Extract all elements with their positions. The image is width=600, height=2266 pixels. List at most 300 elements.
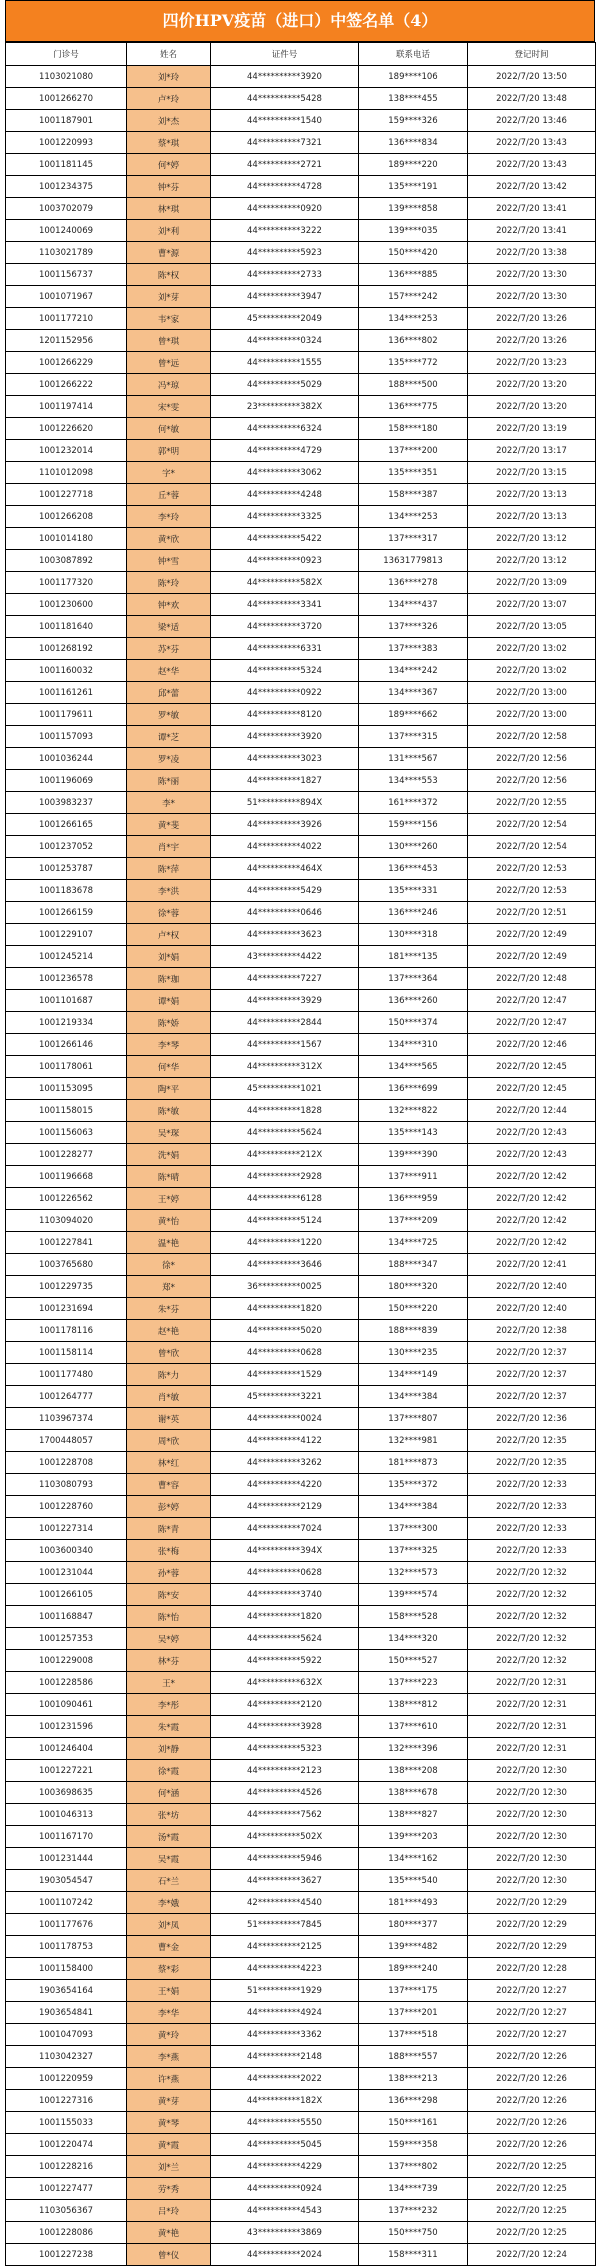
cell-name: 王*娟 [127, 1980, 211, 2002]
cell-phone: 139****390 [359, 1144, 468, 1166]
cell-clinic-id: 1001266208 [6, 506, 127, 528]
cell-phone: 138****208 [359, 1760, 468, 1782]
cell-clinic-id: 1001156737 [6, 264, 127, 286]
cell-phone: 188****839 [359, 1320, 468, 1342]
cell-id-number: 44**********8120 [211, 704, 359, 726]
cell-phone: 135****143 [359, 1122, 468, 1144]
cell-id-number: 45**********2049 [211, 308, 359, 330]
cell-clinic-id: 1001234375 [6, 176, 127, 198]
cell-phone: 139****035 [359, 220, 468, 242]
cell-phone: 135****331 [359, 880, 468, 902]
table-row [6, 2134, 596, 2156]
cell-phone: 130****318 [359, 924, 468, 946]
cell-name: 李*娥 [127, 1892, 211, 1914]
cell-id-number: 44**********182X [211, 2090, 359, 2112]
cell-register-time: 2022/7/20 12:31 [468, 1738, 596, 1760]
cell-phone: 138****213 [359, 2068, 468, 2090]
cell-phone: 137****317 [359, 528, 468, 550]
cell-id-number: 44**********3926 [211, 814, 359, 836]
cell-phone: 134****565 [359, 1056, 468, 1078]
cell-id-number: 44**********4729 [211, 440, 359, 462]
cell-register-time: 2022/7/20 12:53 [468, 880, 596, 902]
table-row [6, 1254, 596, 1276]
table-row [6, 176, 596, 198]
cell-phone: 159****358 [359, 2134, 468, 2156]
table-row [6, 2090, 596, 2112]
cell-register-time: 2022/7/20 13:02 [468, 638, 596, 660]
cell-register-time: 2022/7/20 13:26 [468, 308, 596, 330]
table-row [6, 550, 596, 572]
cell-phone: 150****750 [359, 2222, 468, 2244]
cell-register-time: 2022/7/20 12:42 [468, 1188, 596, 1210]
cell-name: 张*坊 [127, 1804, 211, 1826]
table-row [6, 88, 596, 110]
cell-clinic-id: 1001246404 [6, 1738, 127, 1760]
cell-register-time: 2022/7/20 12:33 [468, 1540, 596, 1562]
cell-register-time: 2022/7/20 12:53 [468, 858, 596, 880]
cell-name: 谢*英 [127, 1408, 211, 1430]
cell-register-time: 2022/7/20 12:32 [468, 1650, 596, 1672]
cell-register-time: 2022/7/20 12:26 [468, 2112, 596, 2134]
table-row [6, 2068, 596, 2090]
cell-register-time: 2022/7/20 13:13 [468, 506, 596, 528]
cell-clinic-id: 1700448057 [6, 1430, 127, 1452]
cell-phone: 189****106 [359, 66, 468, 88]
cell-phone: 180****320 [359, 1276, 468, 1298]
cell-name: 王*婷 [127, 1188, 211, 1210]
cell-register-time: 2022/7/20 13:50 [468, 66, 596, 88]
header-name: 姓名 [127, 43, 211, 66]
cell-name: 陈*玲 [127, 572, 211, 594]
cell-id-number: 44**********2120 [211, 1694, 359, 1716]
page-title: 四价HPV疫苗（进口）中签名单（4） [5, 0, 595, 42]
table-row [6, 440, 596, 462]
cell-id-number: 43**********4422 [211, 946, 359, 968]
cell-clinic-id: 1001227314 [6, 1518, 127, 1540]
cell-id-number: 44**********212X [211, 1144, 359, 1166]
cell-id-number: 44**********5020 [211, 1320, 359, 1342]
cell-name: 陈*怡 [127, 1606, 211, 1628]
cell-register-time: 2022/7/20 12:43 [468, 1144, 596, 1166]
cell-clinic-id: 1001177480 [6, 1364, 127, 1386]
cell-phone: 13631779813 [359, 550, 468, 572]
cell-id-number: 44**********2022 [211, 2068, 359, 2090]
table-row [6, 748, 596, 770]
cell-register-time: 2022/7/20 12:37 [468, 1342, 596, 1364]
cell-register-time: 2022/7/20 12:45 [468, 1078, 596, 1100]
cell-id-number: 44**********6324 [211, 418, 359, 440]
cell-name: 林*红 [127, 1452, 211, 1474]
cell-clinic-id: 1103094020 [6, 1210, 127, 1232]
cell-name: 周*欣 [127, 1430, 211, 1452]
cell-name: 吴*婷 [127, 1628, 211, 1650]
cell-id-number: 36**********0025 [211, 1276, 359, 1298]
cell-name: 劳*秀 [127, 2178, 211, 2200]
cell-register-time: 2022/7/20 13:41 [468, 198, 596, 220]
cell-clinic-id: 1903054547 [6, 1870, 127, 1892]
cell-phone: 150****374 [359, 1012, 468, 1034]
cell-clinic-id: 1001181145 [6, 154, 127, 176]
cell-phone: 132****822 [359, 1100, 468, 1122]
table-row [6, 308, 596, 330]
cell-register-time: 2022/7/20 13:20 [468, 396, 596, 418]
cell-phone: 135****351 [359, 462, 468, 484]
cell-name: 苏*芬 [127, 638, 211, 660]
cell-name: 曹*容 [127, 1474, 211, 1496]
cell-name: 冯*琼 [127, 374, 211, 396]
cell-clinic-id: 1001231444 [6, 1848, 127, 1870]
cell-phone: 137****383 [359, 638, 468, 660]
cell-name: 陈*珈 [127, 968, 211, 990]
cell-id-number: 43**********3869 [211, 2222, 359, 2244]
table-row [6, 396, 596, 418]
cell-name: 邱*蕾 [127, 682, 211, 704]
cell-clinic-id: 1001266146 [6, 1034, 127, 1056]
table-row [6, 2024, 596, 2046]
cell-id-number: 44**********7562 [211, 1804, 359, 1826]
cell-register-time: 2022/7/20 12:30 [468, 1848, 596, 1870]
cell-name: 黄*琴 [127, 2112, 211, 2134]
cell-name: 何*敏 [127, 418, 211, 440]
table-row [6, 1276, 596, 1298]
cell-clinic-id: 1001231596 [6, 1716, 127, 1738]
cell-phone: 132****396 [359, 1738, 468, 1760]
cell-phone: 137****326 [359, 616, 468, 638]
cell-name: 曾*远 [127, 352, 211, 374]
cell-name: 陶*平 [127, 1078, 211, 1100]
cell-id-number: 44**********5922 [211, 1650, 359, 1672]
cell-clinic-id: 1001178116 [6, 1320, 127, 1342]
cell-clinic-id: 1001220993 [6, 132, 127, 154]
cell-phone: 159****156 [359, 814, 468, 836]
cell-phone: 139****203 [359, 1826, 468, 1848]
cell-phone: 138****827 [359, 1804, 468, 1826]
cell-clinic-id: 1001227477 [6, 2178, 127, 2200]
cell-phone: 130****260 [359, 836, 468, 858]
table-row [6, 814, 596, 836]
cell-phone: 130****235 [359, 1342, 468, 1364]
table-row [6, 1826, 596, 1848]
cell-register-time: 2022/7/20 12:54 [468, 836, 596, 858]
cell-name: 郑* [127, 1276, 211, 1298]
table-row [6, 418, 596, 440]
cell-clinic-id: 1001266222 [6, 374, 127, 396]
table-row [6, 154, 596, 176]
cell-clinic-id: 1001157093 [6, 726, 127, 748]
cell-phone: 134****320 [359, 1628, 468, 1650]
cell-id-number: 44**********5323 [211, 1738, 359, 1760]
cell-id-number: 44**********0920 [211, 198, 359, 220]
table-row [6, 1804, 596, 1826]
cell-clinic-id: 1001167170 [6, 1826, 127, 1848]
table-row [6, 1298, 596, 1320]
cell-phone: 136****775 [359, 396, 468, 418]
cell-name: 郭*明 [127, 440, 211, 462]
cell-phone: 134****367 [359, 682, 468, 704]
cell-register-time: 2022/7/20 12:38 [468, 1320, 596, 1342]
cell-phone: 136****699 [359, 1078, 468, 1100]
cell-clinic-id: 1001161261 [6, 682, 127, 704]
cell-clinic-id: 1001237052 [6, 836, 127, 858]
cell-register-time: 2022/7/20 12:54 [468, 814, 596, 836]
cell-clinic-id: 1001264777 [6, 1386, 127, 1408]
cell-register-time: 2022/7/20 13:43 [468, 154, 596, 176]
table-row [6, 858, 596, 880]
cell-id-number: 44**********3720 [211, 616, 359, 638]
cell-clinic-id: 1001047093 [6, 2024, 127, 2046]
cell-id-number: 44**********2024 [211, 2244, 359, 2266]
cell-register-time: 2022/7/20 12:26 [468, 2134, 596, 2156]
cell-id-number: 44**********5045 [211, 2134, 359, 2156]
cell-clinic-id: 1001177676 [6, 1914, 127, 1936]
cell-register-time: 2022/7/20 12:25 [468, 2178, 596, 2200]
cell-name: 李*玲 [127, 506, 211, 528]
cell-phone: 134****739 [359, 2178, 468, 2200]
cell-id-number: 44**********3222 [211, 220, 359, 242]
cell-id-number: 44**********1820 [211, 1606, 359, 1628]
cell-register-time: 2022/7/20 12:47 [468, 990, 596, 1012]
cell-name: 王* [127, 1672, 211, 1694]
cell-name: 朱*霞 [127, 1716, 211, 1738]
cell-register-time: 2022/7/20 12:26 [468, 2046, 596, 2068]
cell-register-time: 2022/7/20 13:05 [468, 616, 596, 638]
cell-name: 刘*利 [127, 220, 211, 242]
table-row [6, 1408, 596, 1430]
table-row [6, 528, 596, 550]
cell-clinic-id: 1001228216 [6, 2156, 127, 2178]
cell-clinic-id: 1001071967 [6, 286, 127, 308]
table-row [6, 704, 596, 726]
cell-id-number: 44**********3947 [211, 286, 359, 308]
cell-phone: 137****807 [359, 1408, 468, 1430]
cell-phone: 137****610 [359, 1716, 468, 1738]
table-row [6, 1122, 596, 1144]
cell-register-time: 2022/7/20 12:31 [468, 1694, 596, 1716]
cell-id-number: 44**********3062 [211, 462, 359, 484]
table-row [6, 638, 596, 660]
table-row [6, 1650, 596, 1672]
cell-name: 李* [127, 792, 211, 814]
cell-id-number: 44**********3920 [211, 66, 359, 88]
cell-name: 彭*婷 [127, 1496, 211, 1518]
cell-phone: 158****180 [359, 418, 468, 440]
cell-id-number: 44**********5429 [211, 880, 359, 902]
cell-id-number: 44**********3646 [211, 1254, 359, 1276]
cell-name: 黄*欣 [127, 528, 211, 550]
cell-register-time: 2022/7/20 12:55 [468, 792, 596, 814]
table-row [6, 990, 596, 1012]
table-row [6, 1870, 596, 1892]
table-row [6, 1474, 596, 1496]
cell-phone: 158****311 [359, 2244, 468, 2266]
cell-id-number: 44**********1827 [211, 770, 359, 792]
cell-name: 李*燕 [127, 2046, 211, 2068]
cell-register-time: 2022/7/20 13:00 [468, 682, 596, 704]
cell-register-time: 2022/7/20 13:02 [468, 660, 596, 682]
cell-register-time: 2022/7/20 12:48 [468, 968, 596, 990]
cell-id-number: 44**********1540 [211, 110, 359, 132]
cell-id-number: 44**********0646 [211, 902, 359, 924]
cell-name: 刘*杰 [127, 110, 211, 132]
cell-register-time: 2022/7/20 12:31 [468, 1672, 596, 1694]
cell-clinic-id: 1001178753 [6, 1936, 127, 1958]
table-row [6, 198, 596, 220]
cell-id-number: 44**********0024 [211, 1408, 359, 1430]
table-row [6, 792, 596, 814]
cell-register-time: 2022/7/20 12:29 [468, 1892, 596, 1914]
table-row [6, 2178, 596, 2200]
cell-phone: 139****858 [359, 198, 468, 220]
cell-clinic-id: 1103080793 [6, 1474, 127, 1496]
table-row [6, 1100, 596, 1122]
cell-phone: 138****678 [359, 1782, 468, 1804]
cell-phone: 136****453 [359, 858, 468, 880]
cell-phone: 136****834 [359, 132, 468, 154]
cell-register-time: 2022/7/20 12:40 [468, 1276, 596, 1298]
table-row [6, 484, 596, 506]
cell-name: 徐*霞 [127, 1760, 211, 1782]
cell-clinic-id: 1003698635 [6, 1782, 127, 1804]
cell-register-time: 2022/7/20 13:42 [468, 176, 596, 198]
cell-phone: 150****220 [359, 1298, 468, 1320]
cell-id-number: 44**********5624 [211, 1122, 359, 1144]
cell-name: 钟*欢 [127, 594, 211, 616]
cell-phone: 150****420 [359, 242, 468, 264]
cell-clinic-id: 1001228586 [6, 1672, 127, 1694]
cell-phone: 138****812 [359, 1694, 468, 1716]
table-row [6, 1232, 596, 1254]
cell-name: 李*彤 [127, 1694, 211, 1716]
table-row [6, 1672, 596, 1694]
cell-id-number: 44**********6331 [211, 638, 359, 660]
cell-register-time: 2022/7/20 13:46 [468, 110, 596, 132]
cell-clinic-id: 1103056367 [6, 2200, 127, 2222]
cell-phone: 137****223 [359, 1672, 468, 1694]
cell-phone: 134****253 [359, 506, 468, 528]
cell-phone: 136****260 [359, 990, 468, 1012]
table-row [6, 1716, 596, 1738]
cell-phone: 131****567 [359, 748, 468, 770]
cell-clinic-id: 1001168847 [6, 1606, 127, 1628]
cell-clinic-id: 1001197414 [6, 396, 127, 418]
cell-clinic-id: 1003983237 [6, 792, 127, 814]
cell-register-time: 2022/7/20 12:36 [468, 1408, 596, 1430]
table-row [6, 1012, 596, 1034]
cell-clinic-id: 1001245214 [6, 946, 127, 968]
cell-name: 吴*霞 [127, 1848, 211, 1870]
cell-id-number: 45**********1021 [211, 1078, 359, 1100]
cell-id-number: 44**********5550 [211, 2112, 359, 2134]
cell-clinic-id: 1001228708 [6, 1452, 127, 1474]
table-row [6, 1760, 596, 1782]
cell-clinic-id: 1001230600 [6, 594, 127, 616]
cell-phone: 134****384 [359, 1496, 468, 1518]
cell-clinic-id: 1001253787 [6, 858, 127, 880]
cell-register-time: 2022/7/20 12:30 [468, 1804, 596, 1826]
table-row [6, 660, 596, 682]
table-row [6, 1980, 596, 2002]
cell-id-number: 44**********5923 [211, 242, 359, 264]
cell-name: 黄*怡 [127, 1210, 211, 1232]
table-row [6, 1320, 596, 1342]
cell-register-time: 2022/7/20 12:35 [468, 1452, 596, 1474]
cell-register-time: 2022/7/20 12:30 [468, 1782, 596, 1804]
cell-register-time: 2022/7/20 12:47 [468, 1012, 596, 1034]
table-row [6, 1936, 596, 1958]
cell-name: 陈*权 [127, 264, 211, 286]
cell-phone: 132****573 [359, 1562, 468, 1584]
cell-register-time: 2022/7/20 13:30 [468, 286, 596, 308]
cell-id-number: 44**********394X [211, 1540, 359, 1562]
cell-id-number: 51**********1929 [211, 1980, 359, 2002]
cell-phone: 157****242 [359, 286, 468, 308]
cell-register-time: 2022/7/20 12:33 [468, 1518, 596, 1540]
cell-phone: 134****437 [359, 594, 468, 616]
cell-name: 吴*琛 [127, 1122, 211, 1144]
table-row [6, 1496, 596, 1518]
cell-phone: 137****364 [359, 968, 468, 990]
cell-id-number: 44**********4728 [211, 176, 359, 198]
cell-phone: 137****200 [359, 440, 468, 462]
table-row [6, 506, 596, 528]
winners-table [5, 42, 596, 2266]
cell-clinic-id: 1001227316 [6, 2090, 127, 2112]
cell-register-time: 2022/7/20 12:30 [468, 1870, 596, 1892]
cell-register-time: 2022/7/20 12:33 [468, 1496, 596, 1518]
cell-phone: 180****377 [359, 1914, 468, 1936]
table-row [6, 726, 596, 748]
cell-register-time: 2022/7/20 12:35 [468, 1430, 596, 1452]
cell-phone: 136****959 [359, 1188, 468, 1210]
cell-id-number: 44**********2721 [211, 154, 359, 176]
table-row [6, 1540, 596, 1562]
table-row [6, 1188, 596, 1210]
table-row [6, 1848, 596, 1870]
cell-name: 汤*霞 [127, 1826, 211, 1848]
cell-phone: 137****518 [359, 2024, 468, 2046]
cell-id-number: 44**********3929 [211, 990, 359, 1012]
cell-register-time: 2022/7/20 13:41 [468, 220, 596, 242]
cell-register-time: 2022/7/20 12:56 [468, 748, 596, 770]
table-row [6, 682, 596, 704]
header-id-number: 证件号 [211, 43, 359, 66]
cell-register-time: 2022/7/20 12:30 [468, 1760, 596, 1782]
cell-id-number: 23**********382X [211, 396, 359, 418]
cell-name: 刘*凤 [127, 1914, 211, 1936]
table-row [6, 1782, 596, 1804]
cell-id-number: 44**********3023 [211, 748, 359, 770]
cell-name: 丘*蓉 [127, 484, 211, 506]
cell-phone: 137****232 [359, 2200, 468, 2222]
cell-id-number: 44**********3325 [211, 506, 359, 528]
cell-name: 谭*娟 [127, 990, 211, 1012]
cell-name: 何*涵 [127, 1782, 211, 1804]
cell-name: 字* [127, 462, 211, 484]
cell-clinic-id: 1003765680 [6, 1254, 127, 1276]
cell-clinic-id: 1001229107 [6, 924, 127, 946]
cell-name: 刘*娟 [127, 946, 211, 968]
cell-phone: 137****325 [359, 1540, 468, 1562]
cell-name: 赵*艳 [127, 1320, 211, 1342]
cell-clinic-id: 1001268192 [6, 638, 127, 660]
table-body [6, 66, 596, 2266]
cell-id-number: 44**********4223 [211, 1958, 359, 1980]
cell-id-number: 44**********5428 [211, 88, 359, 110]
cell-name: 黄*玲 [127, 2024, 211, 2046]
cell-id-number: 44**********1567 [211, 1034, 359, 1056]
cell-id-number: 44**********2123 [211, 1760, 359, 1782]
cell-name: 钟*雪 [127, 550, 211, 572]
